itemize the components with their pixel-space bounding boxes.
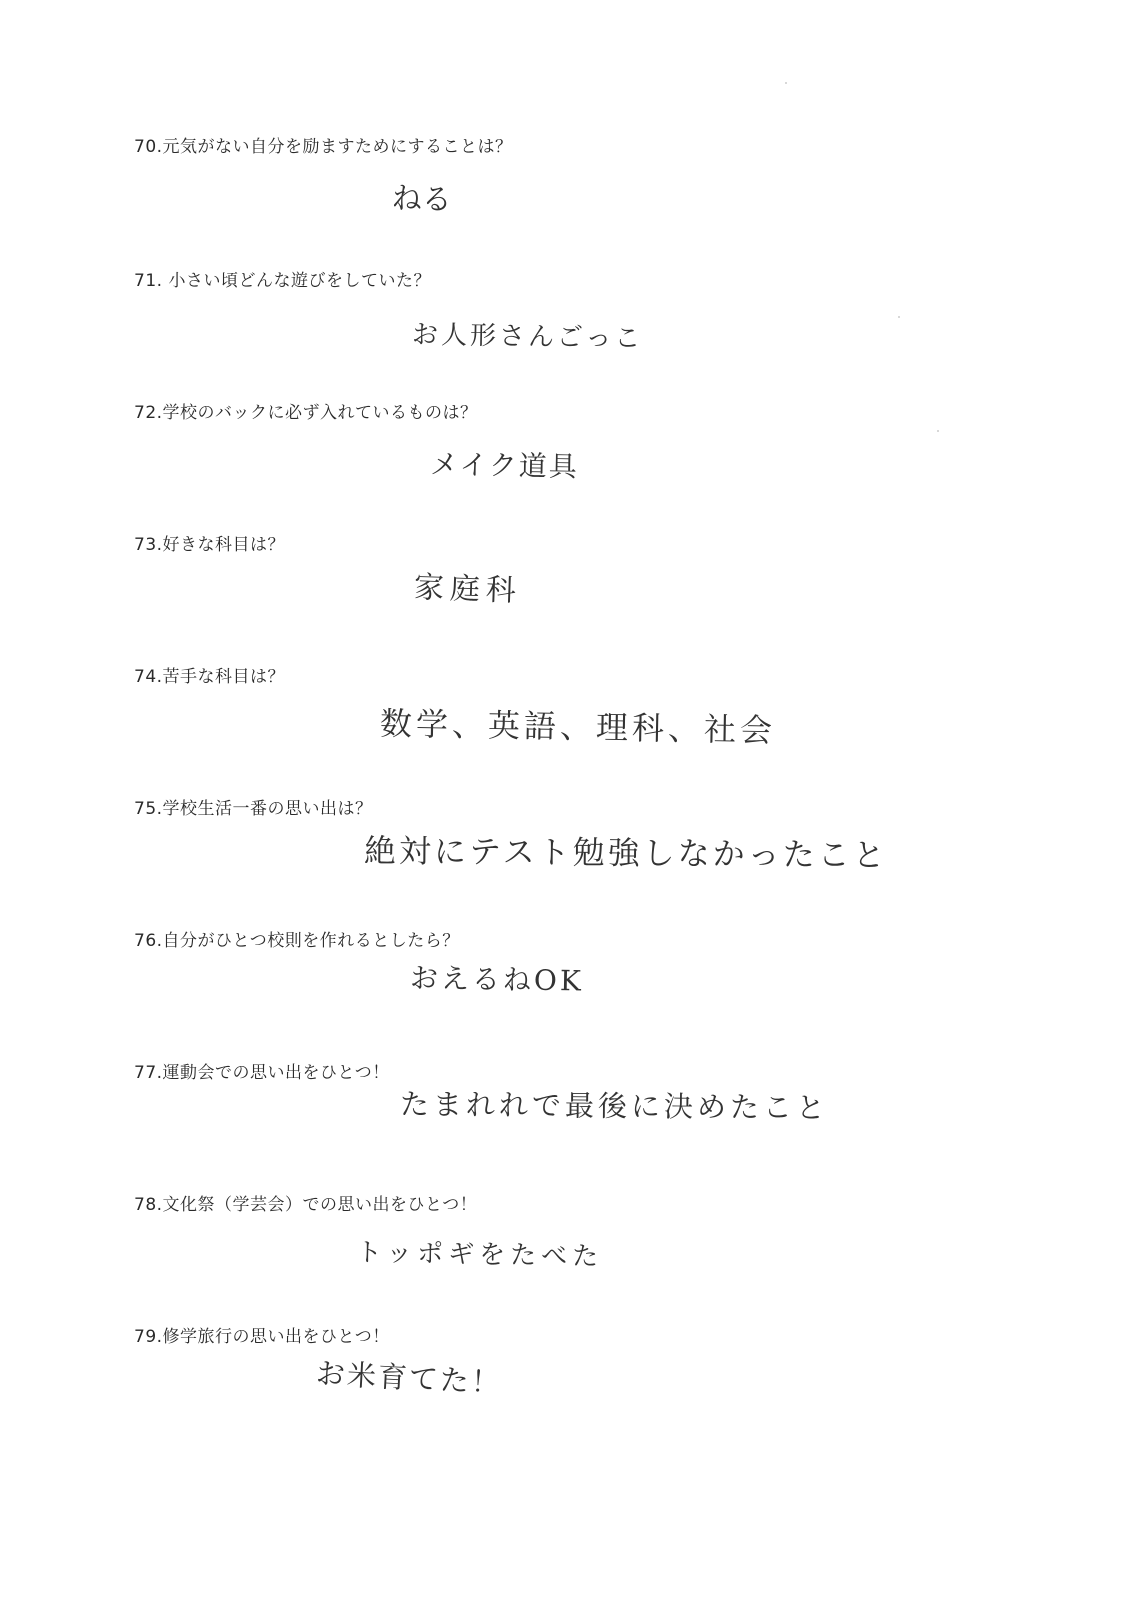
- question-text: 79.修学旅行の思い出をひとつ！: [134, 1327, 390, 1347]
- handwritten-answer: お人形さんごっこ: [411, 319, 644, 355]
- question-text: 74.苦手な科目は？: [134, 667, 286, 687]
- question-text: 73.好きな科目は？: [134, 535, 286, 555]
- handwritten-answer: ねる: [391, 180, 453, 219]
- question-text: 78.文化祭（学芸会）での思い出をひとつ！: [134, 1195, 478, 1215]
- question-text: 76.自分がひとつ校則を作れるとしたら？: [134, 931, 460, 951]
- handwritten-answer: お米育てた！: [315, 1356, 503, 1400]
- question-text: 71. 小さい頃どんな遊びをしていた？: [134, 271, 431, 291]
- handwritten-answer: おえるねOK: [409, 961, 585, 998]
- question-text: 70.元気がない自分を励ますためにすることは？: [134, 137, 513, 157]
- paper-speck: [937, 430, 939, 432]
- handwritten-answer: トッポギをたべた: [355, 1237, 604, 1273]
- handwritten-answer: 絶対にテスト勉強しなかったこと: [363, 831, 888, 875]
- handwritten-answer: メイク道具: [429, 447, 580, 484]
- handwritten-answer: 数学、英語、理科、社会: [379, 704, 777, 750]
- question-text: 72.学校のバックに必ず入れているものは？: [134, 403, 478, 423]
- paper-speck: [785, 82, 787, 84]
- handwritten-answer: たまれれで最後に決めたこと: [399, 1087, 830, 1125]
- handwritten-answer: 家庭科: [413, 570, 523, 609]
- question-text: 75.学校生活一番の思い出は？: [134, 799, 373, 819]
- paper-speck: [898, 316, 900, 318]
- question-text: 77.運動会での思い出をひとつ！: [134, 1063, 390, 1083]
